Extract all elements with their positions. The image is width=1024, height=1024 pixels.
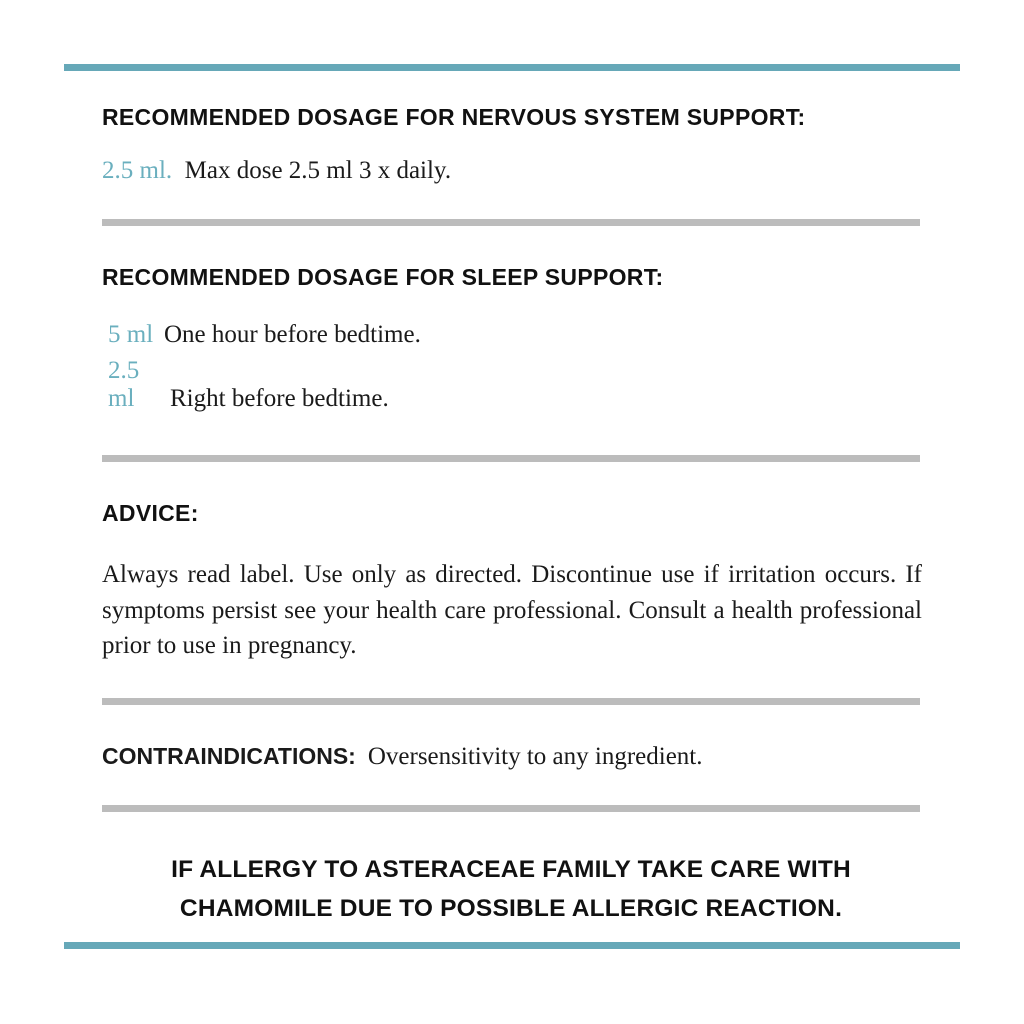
sleep-dose-instruction-1: One hour before bedtime. — [164, 321, 421, 348]
sleep-dose-row — [102, 321, 944, 349]
advice-section-title: ADVICE: — [102, 500, 199, 526]
label-content — [102, 104, 944, 929]
section-sleep-support — [102, 264, 944, 413]
spacer-8 — [102, 812, 944, 850]
section-advice — [102, 500, 944, 664]
bottom-accent-rule — [64, 942, 960, 949]
sleep-section-title: RECOMMENDED DOSAGE FOR SLEEP SUPPORT: — [102, 264, 664, 290]
spacer-6 — [102, 705, 944, 743]
spacer-2 — [102, 226, 944, 264]
spacer-3 — [102, 421, 944, 455]
section-contraindications — [102, 743, 944, 771]
allergy-warning-line-1: IF ALLERGY TO ASTERACEAE FAMILY TAKE CARE WITH — [171, 855, 851, 883]
spacer-1 — [102, 185, 944, 219]
contraindications-line — [102, 743, 944, 771]
sleep-dose-amount-2: 2.5 ml — [108, 357, 140, 412]
sleep-dose-amount-1: 5 ml — [108, 321, 154, 348]
advice-text: Always read label. Use only as directed. Discontinue use if irritation occurs. If symptoms persist see your health care professional. Consult a health professional prior to use in pregnancy. — [102, 561, 922, 659]
allergy-warning-line-2: CHAMOMILE DUE TO POSSIBLE ALLERGIC REACTION. — [179, 895, 843, 923]
divider-1 — [102, 219, 920, 226]
nervous-dose-instruction: Max dose 2.5 ml 3 x daily. — [184, 157, 452, 184]
divider-2 — [102, 455, 920, 462]
contraindications-text: Oversensitivity to any ingredient. — [367, 742, 703, 770]
spacer-5 — [102, 664, 944, 698]
sleep-dose-row — [102, 357, 944, 413]
divider-3 — [102, 698, 920, 705]
nervous-dose-line — [102, 157, 944, 185]
top-accent-rule — [64, 64, 960, 71]
nervous-section-title: RECOMMENDED DOSAGE FOR NERVOUS SYSTEM SUPPORT: — [102, 104, 806, 130]
contraindications-title: CONTRAINDICATIONS: — [102, 742, 356, 769]
divider-4 — [102, 805, 920, 812]
spacer-4 — [102, 462, 944, 500]
spacer-7 — [102, 771, 944, 805]
section-nervous-system-support — [102, 104, 944, 185]
sleep-dose-instruction-2: Right before bedtime. — [170, 385, 389, 412]
allergy-warning — [102, 850, 920, 929]
nervous-dose-amount: 2.5 ml. — [102, 157, 173, 184]
